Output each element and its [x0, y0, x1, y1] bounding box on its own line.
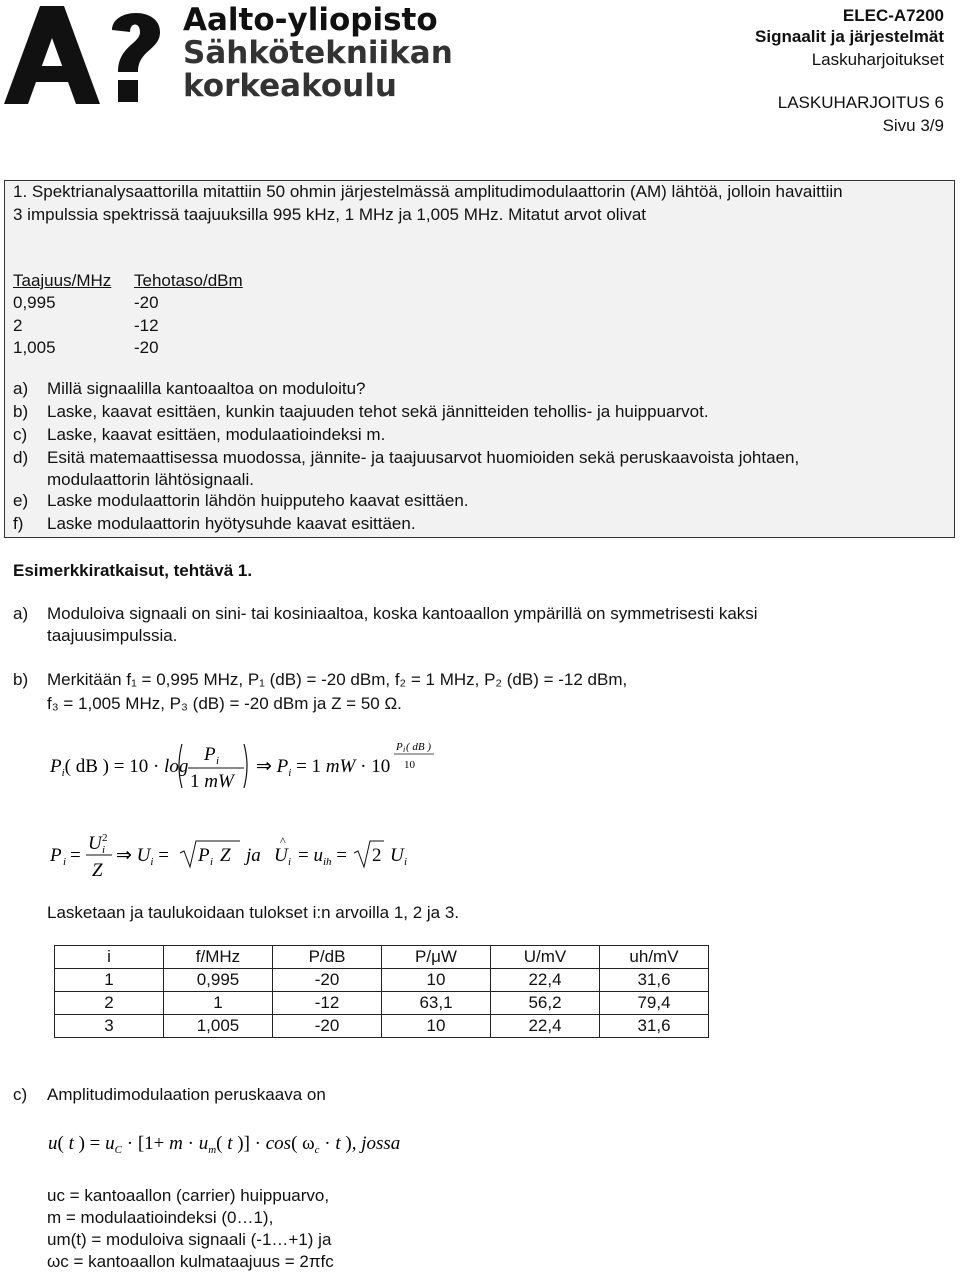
question-label: d)	[13, 448, 29, 467]
svg-text:i: i	[216, 755, 220, 767]
table-cell: 10	[382, 969, 491, 992]
definition-item: uc = kantoaallon (carrier) huippuarvo,	[47, 1186, 330, 1205]
svg-text:i: i	[102, 844, 106, 856]
table-header-cell: uh/mV	[600, 946, 709, 969]
measure-row-power: -12	[134, 316, 159, 335]
solution-heading: Esimerkkiratkaisut, tehtävä 1.	[13, 561, 253, 580]
table-header-cell: i	[55, 946, 164, 969]
svg-text:= uih =: = $u_{ih}$ =	[298, 845, 347, 868]
definition-item: m = modulaatioindeksi (0…1),	[47, 1208, 274, 1227]
table-cell: -20	[273, 969, 382, 992]
measure-row-power: -20	[134, 293, 159, 312]
question-text: Laske modulaattorin hyötysuhde kaavat esittäen.	[47, 514, 416, 533]
course-code: ELEC-A7200	[842, 6, 944, 25]
question-text: Laske, kaavat esittäen, modulaatioindeksi m.	[47, 425, 386, 444]
table-cell: 31,6	[600, 1015, 709, 1038]
svg-text:i: i	[210, 856, 214, 868]
svg-text:Z: Z	[220, 845, 231, 866]
question-text: Laske modulaattorin lähdön huipputeho kaavat esittäen.	[47, 491, 469, 510]
solution-a-line-1: Moduloiva signaali on sini- tai kosiniaaltoa, koska kantoaallon ympärillä on symmetrisesti kaksi	[47, 604, 758, 623]
logo-line-1: Aalto-yliopisto	[183, 2, 438, 38]
table-cell: 0,995	[164, 969, 273, 992]
svg-text:i: i	[403, 745, 406, 754]
svg-text:1 mW: 1 mW	[190, 771, 234, 792]
results-table	[54, 945, 709, 1038]
logo-line-3: korkeakoulu	[183, 68, 397, 104]
problem-intro-2: 3 impulssia spektrissä taajuuksilla 995 kHz, 1 MHz ja 1,005 MHz. Mitatut arvot olivat	[13, 205, 647, 224]
svg-text:10: 10	[404, 759, 415, 771]
solution-b-line-1: Merkitään f₁ = 0,995 MHz, P₁ (dB) = -20 dBm, f₂ = 1 MHz, P₂ (dB) = -12 dBm,	[47, 670, 628, 689]
table-cell: 22,4	[491, 1015, 600, 1038]
table-cell: 1	[55, 969, 164, 992]
table-cell: 22,4	[491, 969, 600, 992]
table-header-cell: f/MHz	[164, 946, 273, 969]
calc-description: Lasketaan ja taulukoidaan tulokset i:n arvoilla 1, 2 ja 3.	[47, 903, 460, 922]
table-cell: 2	[55, 992, 164, 1015]
equation-voltage	[44, 825, 464, 885]
svg-text:Z: Z	[92, 860, 103, 881]
table-header-cell: U/mV	[491, 946, 600, 969]
table-cell: -20	[273, 1015, 382, 1038]
table-cell: 79,4	[600, 992, 709, 1015]
table-header-cell: P/μW	[382, 946, 491, 969]
aalto-logo-text	[183, 4, 453, 103]
table-cell: 31,6	[600, 969, 709, 992]
svg-text:^: ^	[280, 834, 286, 848]
svg-text:i: i	[404, 856, 408, 868]
definition-item: ωc = kantoaallon kulmataajuus = 2πfc	[47, 1252, 334, 1271]
solution-b-line-2: f₃ = 1,005 MHz, P₃ (dB) = -20 dBm ja Z = 50 Ω.	[47, 694, 402, 713]
svg-text:u( t ) = uC · [1+ m · um( t )]: u( t ) = $u_C \cdot [1+ m \cdot u_m$( t )] · cos( $\omega_c \cdot t$ ), jossa	[48, 1133, 401, 1156]
course-name: Signaalit ja järjestelmät	[755, 27, 944, 46]
page-number: Sivu 3/9	[882, 116, 944, 135]
svg-text:P: P	[198, 845, 210, 866]
table-cell: 10	[382, 1015, 491, 1038]
table-row	[55, 969, 709, 992]
svg-text:P: P	[396, 741, 403, 753]
solution-label-b: b)	[13, 670, 29, 689]
svg-text:i: i	[63, 856, 67, 868]
svg-text:ja: ja	[246, 845, 261, 866]
table-row	[55, 1015, 709, 1038]
svg-text:=: =	[70, 845, 81, 866]
table-row	[55, 992, 709, 1015]
solution-c-text: Amplitudimodulaation peruskaava on	[47, 1085, 326, 1104]
solution-label-a: a)	[13, 604, 29, 623]
svg-text:Pi( dB ) = 10 · log: $P_i$( dB ) = 10 · log	[50, 756, 189, 779]
question-text: Esitä matemaattisessa muodossa, jännite- ja taajuusarvot huomioiden sekä peruskaavoista johtaen,	[47, 448, 800, 467]
measure-row-freq: 1,005	[13, 338, 56, 357]
question-text-cont: modulaattorin lähtösignaali.	[47, 470, 254, 489]
table-cell: 63,1	[382, 992, 491, 1015]
svg-text:U: U	[390, 845, 404, 866]
question-text: Millä signaalilla kantoaaltoa on moduloitu?	[47, 379, 366, 398]
svg-text:⇒ Ui =: ⇒ $U_i$ =	[116, 845, 169, 868]
aalto-logo-mark	[0, 0, 165, 110]
measure-row-freq: 0,995	[13, 293, 56, 312]
question-text: Laske, kaavat esittäen, kunkin taajuuden tehot sekä jännitteiden tehollis- ja huippuarvot.	[47, 402, 709, 421]
svg-text:P: P	[204, 744, 216, 765]
measure-col-power-header: Tehotaso/dBm	[134, 271, 243, 290]
svg-text:( dB ): ( dB )	[406, 741, 432, 753]
svg-text:U: U	[88, 833, 102, 854]
exercise-number: LASKUHARJOITUS 6	[777, 93, 944, 112]
table-cell: 3	[55, 1015, 164, 1038]
measure-row-freq: 2	[13, 316, 23, 335]
table-cell: -12	[273, 992, 382, 1015]
doc-type: Laskuharjoitukset	[811, 50, 944, 69]
solution-a-line-2: taajuusimpulssia.	[47, 626, 178, 645]
table-header-cell: P/dB	[273, 946, 382, 969]
question-label: c)	[13, 425, 28, 444]
question-label: b)	[13, 402, 29, 421]
question-label: f)	[13, 514, 24, 533]
svg-text:⇒ Pi = 1 mW · 10: ⇒ $P_i = 1$ mW · 10	[256, 756, 391, 779]
table-cell: 1	[164, 992, 273, 1015]
svg-text:2: 2	[372, 845, 382, 866]
equation-power-db	[44, 730, 464, 800]
svg-text:i: i	[288, 856, 292, 868]
svg-text:2: 2	[102, 832, 108, 844]
measure-row-power: -20	[134, 338, 159, 357]
svg-text:P: P	[50, 845, 62, 866]
problem-intro-1: 1. Spektrianalysaattorilla mitattiin 50 ohmin järjestelmässä amplitudimodulaattorin (AM) lähtöä, jolloin havaittiin	[13, 182, 843, 201]
table-cell: 1,005	[164, 1015, 273, 1038]
question-label: a)	[13, 379, 29, 398]
logo-line-2: Sähkötekniikan	[183, 35, 453, 71]
definition-item: um(t) = moduloiva signaali (-1…+1) ja	[47, 1230, 332, 1249]
measure-col-freq-header: Taajuus/MHz	[13, 271, 112, 290]
svg-text:U: U	[274, 845, 288, 866]
table-header-row	[55, 946, 709, 969]
solution-label-c: c)	[13, 1085, 28, 1104]
table-cell: 56,2	[491, 992, 600, 1015]
equation-am	[44, 1125, 444, 1159]
question-label: e)	[13, 491, 29, 510]
